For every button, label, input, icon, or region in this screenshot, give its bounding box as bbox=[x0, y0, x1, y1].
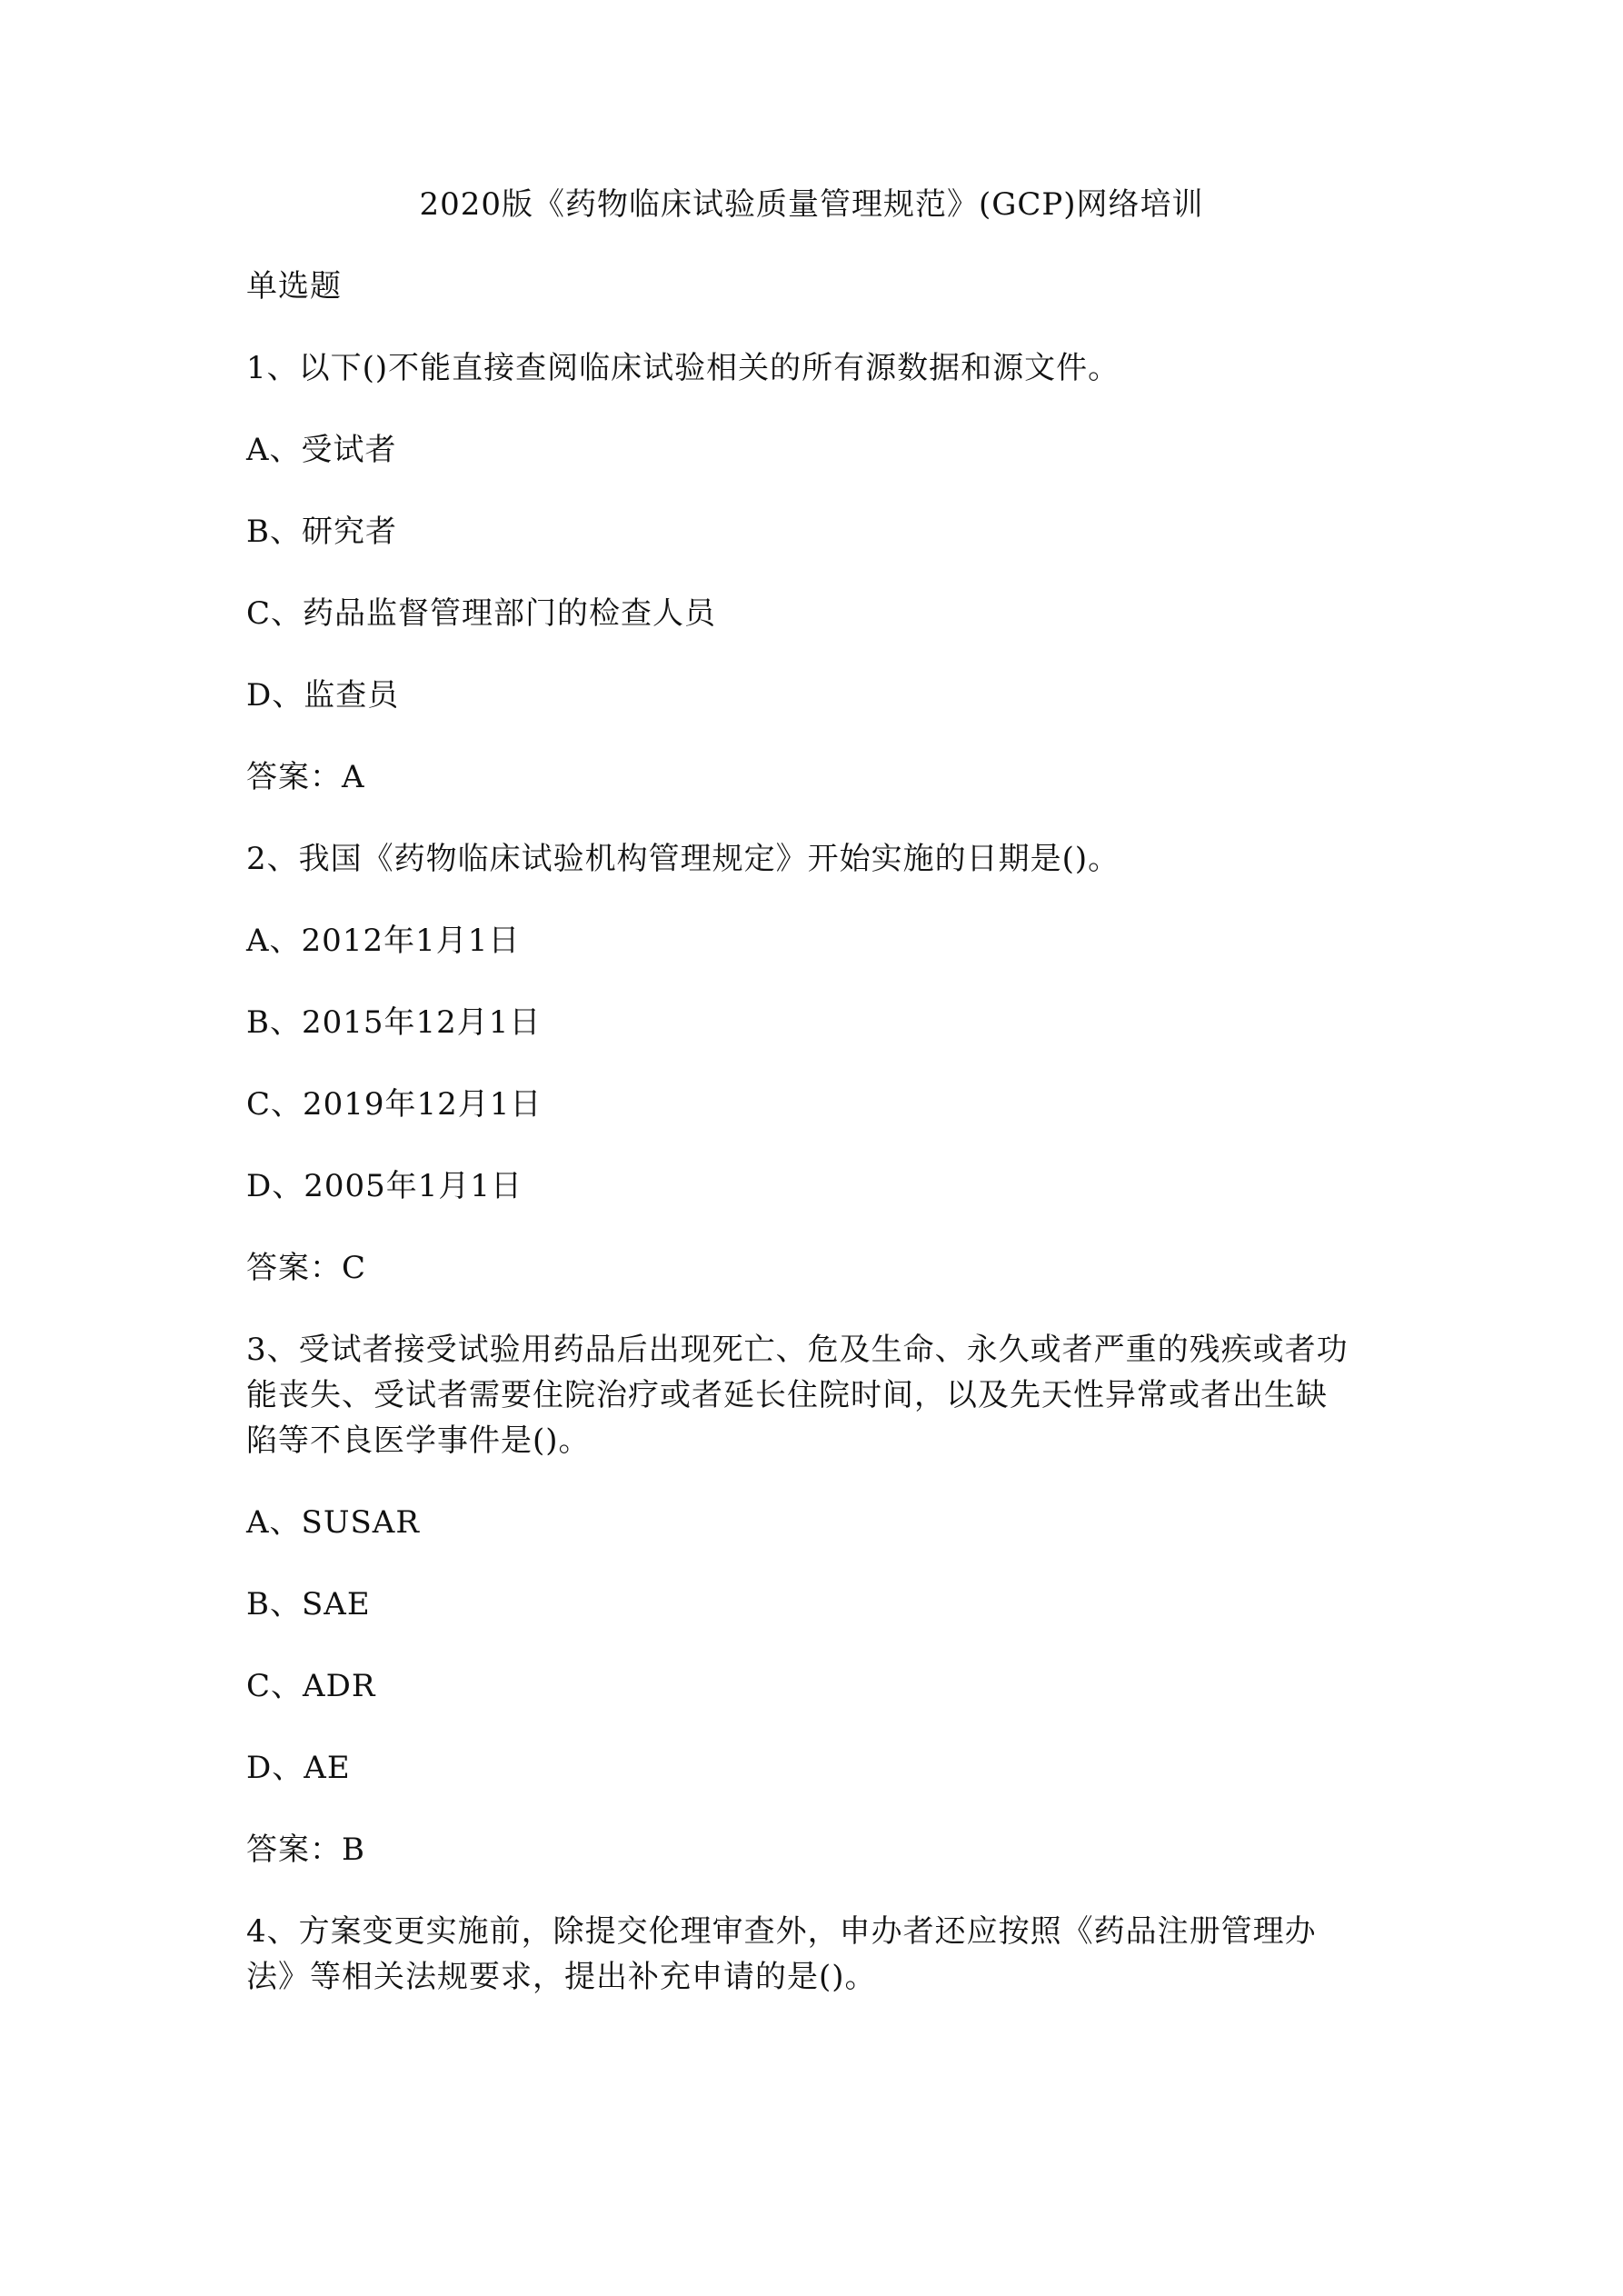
question-4-stem-line-2: 法》等相关法规要求，提出补充申请的是()。 bbox=[246, 1959, 877, 1995]
question-2-answer: 答案：C bbox=[246, 1250, 367, 1286]
question-2-option-a: A、2012年1月1日 bbox=[246, 923, 521, 959]
question-1-option-a: A、受试者 bbox=[246, 432, 397, 468]
question-1-stem: 1、以下()不能直接查阅临床试验相关的所有源数据和源文件。 bbox=[246, 350, 1120, 386]
question-1-option-d: D、监查员 bbox=[246, 677, 400, 714]
question-2-stem: 2、我国《药物临床试验机构管理规定》开始实施的日期是()。 bbox=[246, 841, 1120, 877]
question-2-option-b: B、2015年12月1日 bbox=[246, 1004, 542, 1041]
question-2-option-c: C、2019年12月1日 bbox=[246, 1086, 543, 1123]
question-3-option-b: B、SAE bbox=[246, 1586, 371, 1622]
section-heading: 单选题 bbox=[246, 268, 342, 304]
question-1-answer: 答案：A bbox=[246, 759, 365, 795]
document-title: 2020版《药物临床试验质量管理规范》(GCP)网络培训 bbox=[419, 186, 1204, 223]
question-1-option-c: C、药品监督管理部门的检查人员 bbox=[246, 595, 717, 632]
question-3-stem-line-3: 陷等不良医学事件是()。 bbox=[246, 1423, 591, 1459]
question-3-option-c: C、ADR bbox=[246, 1668, 376, 1704]
question-3-option-d: D、AE bbox=[246, 1750, 351, 1786]
question-3-answer: 答案：B bbox=[246, 1832, 365, 1868]
question-4-stem-line-1: 4、方案变更实施前，除提交伦理审查外，申办者还应按照《药品注册管理办 bbox=[246, 1913, 1317, 1950]
question-1-option-b: B、研究者 bbox=[246, 514, 397, 550]
question-3-stem-line-2: 能丧失、受试者需要住院治疗或者延长住院时间，以及先天性异常或者出生缺 bbox=[246, 1377, 1328, 1413]
question-3-stem-line-1: 3、受试者接受试验用药品后出现死亡、危及生命、永久或者严重的残疾或者功 bbox=[246, 1332, 1349, 1368]
question-3-option-a: A、SUSAR bbox=[246, 1504, 420, 1541]
question-2-option-d: D、2005年1月1日 bbox=[246, 1168, 523, 1204]
